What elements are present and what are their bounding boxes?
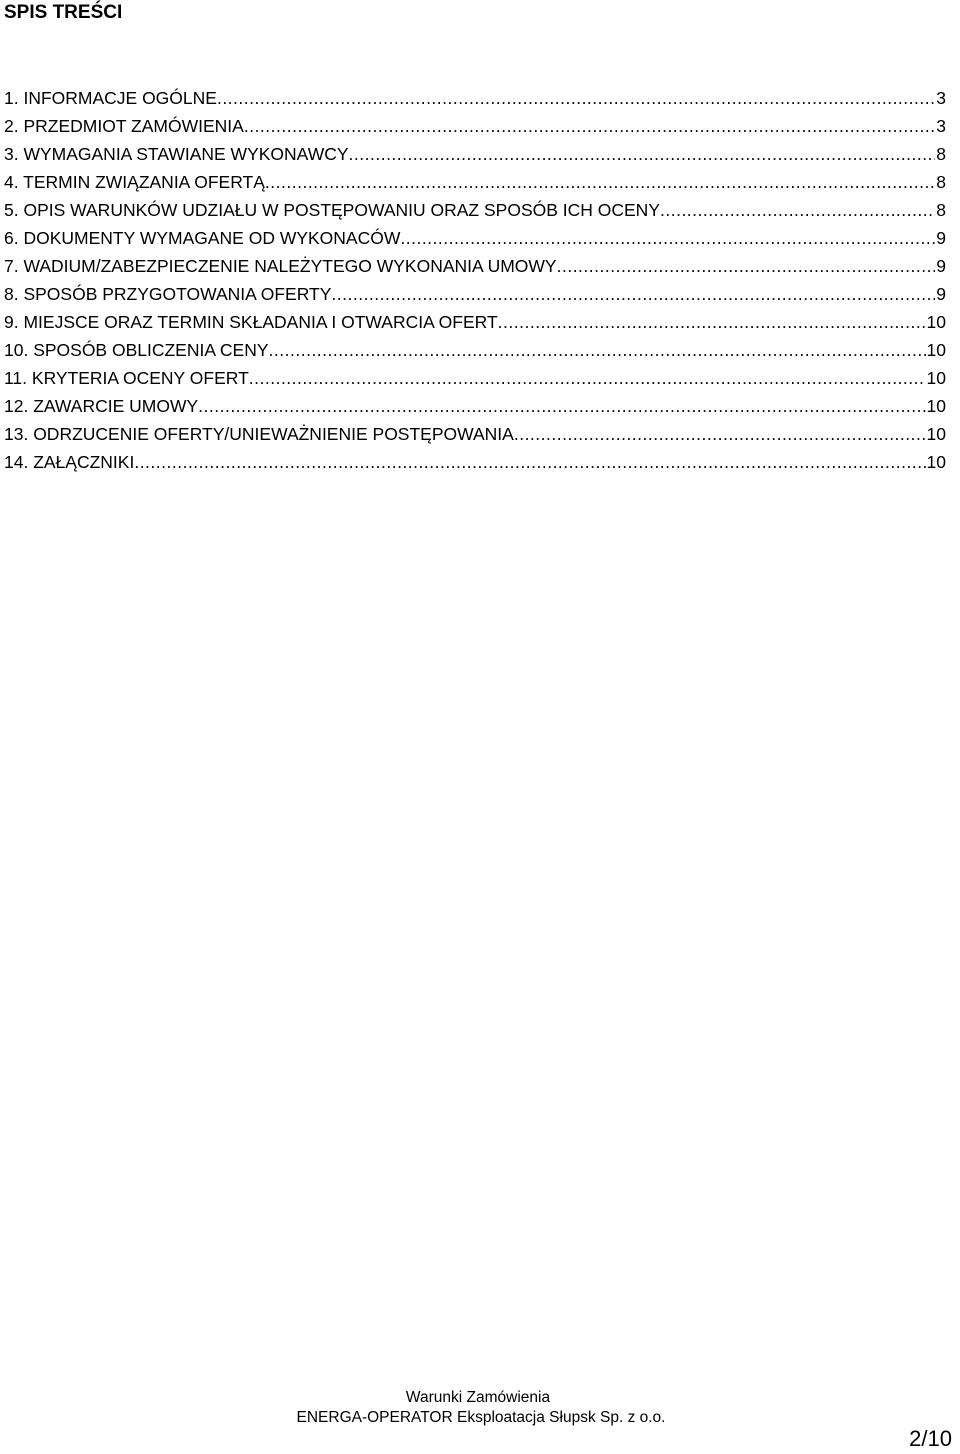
toc-page-number: 3 (936, 116, 946, 136)
toc-page-number: 8 (936, 200, 946, 220)
toc-page-number: 10 (926, 396, 946, 416)
toc-page-number: 8 (936, 172, 946, 192)
footer-document-title: Warunki Zamówienia (405, 1389, 551, 1406)
dot-leader (269, 336, 926, 364)
toc-entry-3[interactable] (4, 140, 946, 168)
toc-page-number: 10 (926, 452, 946, 472)
toc-entry-7[interactable] (4, 252, 946, 280)
toc-entry-5[interactable] (4, 196, 946, 224)
toc-heading: SPIS TREŚCI (4, 2, 123, 23)
toc-entry-11[interactable] (4, 364, 946, 392)
toc-entry-text: 2. PRZEDMIOT ZAMÓWIENIA (4, 116, 244, 136)
toc-page-number: 10 (926, 368, 946, 388)
dot-leader (400, 224, 935, 252)
dot-leader (660, 196, 935, 224)
dot-leader (134, 448, 925, 476)
dot-leader (249, 364, 926, 392)
toc-page-number: 9 (936, 284, 946, 304)
toc-entry-text: 9. MIEJSCE ORAZ TERMIN SKŁADANIA I OTWARCIA OFERT (4, 312, 498, 332)
dot-leader (557, 252, 936, 280)
footer-company-name: ENERGA-OPERATOR Eksploatacja Słupsk Sp. z o.o. (296, 1409, 666, 1426)
toc-page-number: 9 (936, 256, 946, 276)
toc-page-number: 3 (936, 88, 946, 108)
dot-leader (349, 140, 936, 168)
toc-entry-text: 14. ZAŁĄCZNIKI (4, 452, 135, 472)
toc-entry-4[interactable] (4, 168, 946, 196)
page-counter: 2/10 (909, 1426, 952, 1451)
dot-leader (498, 308, 926, 336)
dot-leader (514, 420, 926, 448)
toc-page-number: 8 (936, 144, 946, 164)
toc-entry-text: 8. SPOSÓB PRZYGOTOWANIA OFERTY (4, 284, 332, 304)
toc-entry-text: 11. KRYTERIA OCENY OFERT (4, 368, 249, 388)
toc-entry-13[interactable] (4, 420, 946, 448)
toc-page-number: 10 (926, 312, 946, 332)
toc-entry-text: 7. WADIUM/ZABEZPIECZENIE NALEŻYTEGO WYKONANIA UMOWY (4, 256, 557, 276)
toc-entry-text: 6. DOKUMENTY WYMAGANE OD WYKONACÓW (4, 228, 401, 248)
toc-entry-text: 1. INFORMACJE OGÓLNE (4, 88, 217, 108)
toc-entry-6[interactable] (4, 224, 946, 252)
dot-leader (198, 392, 925, 420)
toc-entry-text: 12. ZAWARCIE UMOWY (4, 396, 199, 416)
toc-list (4, 84, 946, 476)
toc-entry-2[interactable] (4, 112, 946, 140)
dot-leader (265, 168, 935, 196)
toc-page-number: 9 (936, 228, 946, 248)
dot-leader (244, 112, 935, 140)
toc-entry-text: 13. ODRZUCENIE OFERTY/UNIEWAŻNIENIE POSTĘPOWANIA (4, 424, 514, 444)
toc-entry-text: 3. WYMAGANIA STAWIANE WYKONAWCY (4, 144, 349, 164)
dot-leader (217, 84, 935, 112)
toc-entry-text: 5. OPIS WARUNKÓW UDZIAŁU W POSTĘPOWANIU ORAZ SPOSÓB ICH OCENY (4, 200, 660, 220)
toc-entry-text: 4. TERMIN ZWIĄZANIA OFERTĄ (4, 172, 265, 192)
toc-page-number: 10 (926, 424, 946, 444)
toc-entry-12[interactable] (4, 392, 946, 420)
toc-entry-14[interactable] (4, 448, 946, 476)
toc-entry-text: 10. SPOSÓB OBLICZENIA CENY (4, 340, 269, 360)
toc-entry-10[interactable] (4, 336, 946, 364)
toc-entry-8[interactable] (4, 280, 946, 308)
toc-entry-9[interactable] (4, 308, 946, 336)
dot-leader (331, 280, 935, 308)
toc-entry-1[interactable] (4, 84, 946, 112)
toc-page-number: 10 (926, 340, 946, 360)
